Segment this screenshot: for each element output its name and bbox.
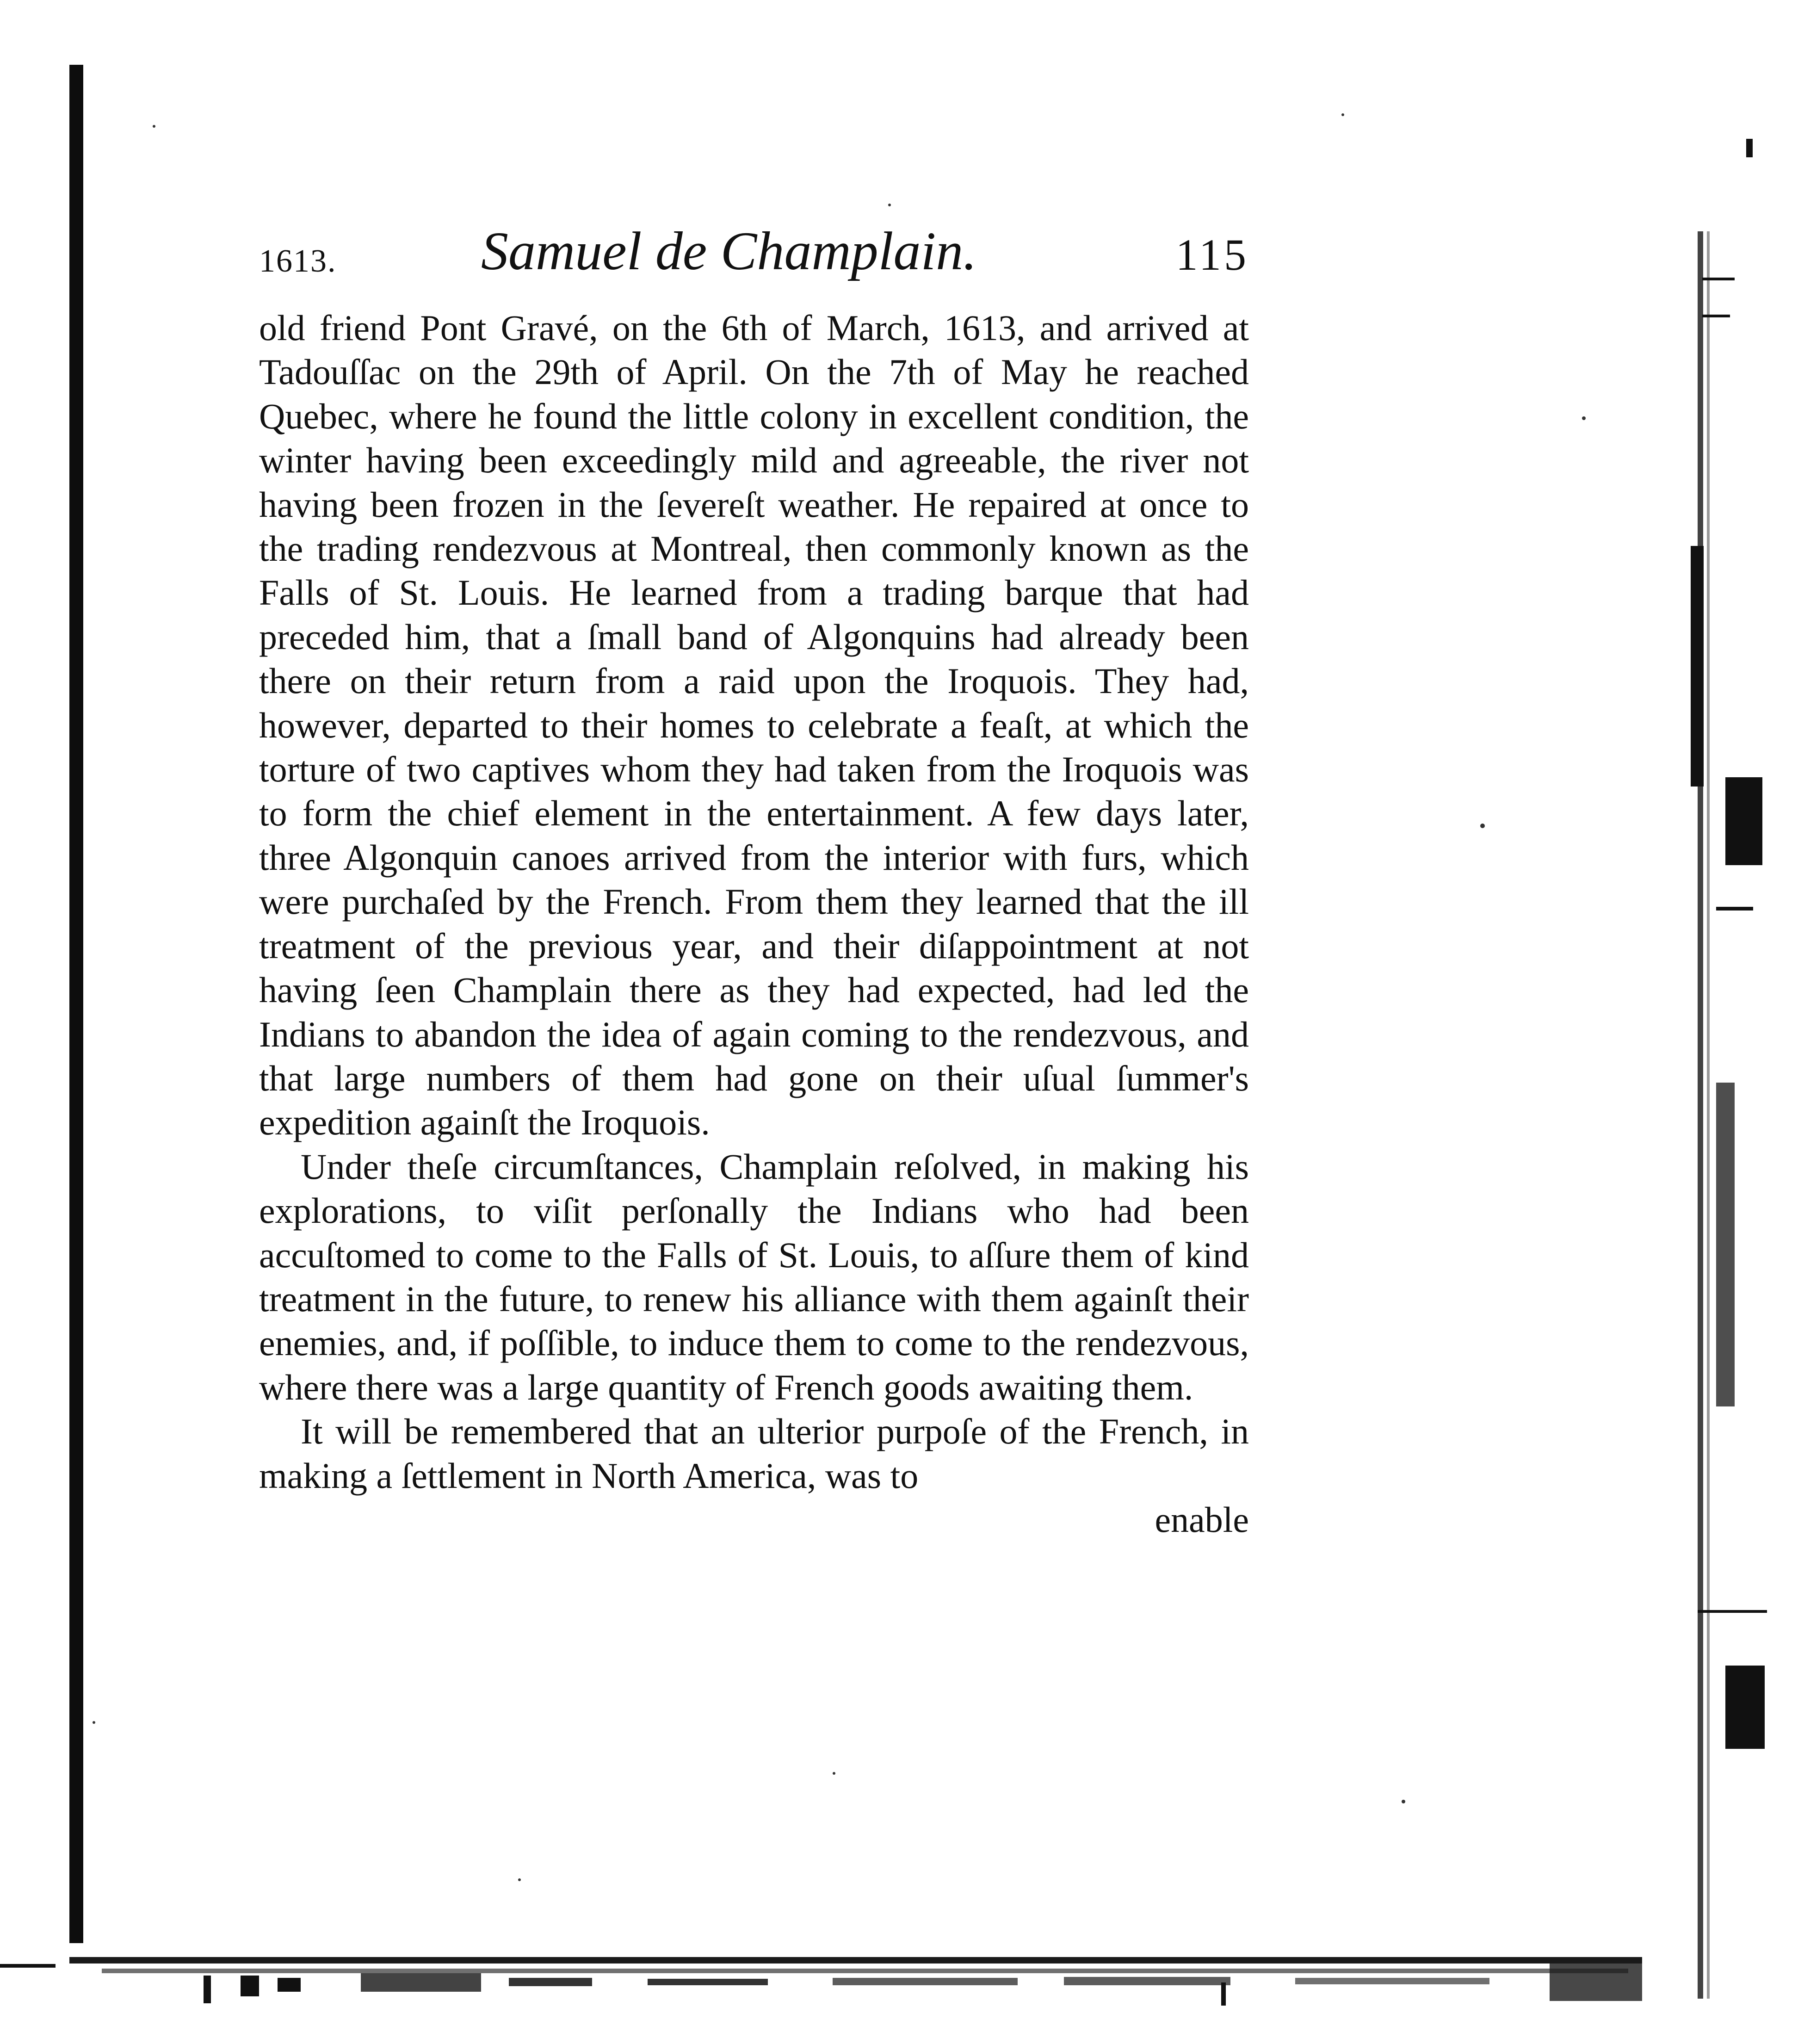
running-head: [259, 220, 1249, 298]
scan-border-left: [69, 65, 83, 1943]
speck: [833, 1772, 835, 1775]
speck: [888, 204, 891, 206]
speck: [1402, 1800, 1405, 1803]
speck: [1582, 416, 1586, 420]
paragraph: Under theſe circumſtances, Champlain reſolved, in making his explorations, to viſit perſonally the Indians who had been accuſtomed to come to the Falls of St. Louis, to aſſure them of kind treatment in the future, to renew his alliance with them againſt their enemies, and, if poſſible, to induce them to come to the rendezvous, where there was a large quantity of French goods awaiting them.: [259, 1146, 1249, 1407]
book-page: [259, 220, 1249, 1542]
speck: [1480, 824, 1485, 828]
speck: [518, 1878, 521, 1881]
speck: [153, 125, 155, 128]
speck: [93, 1721, 95, 1724]
catchword: enable: [1155, 1499, 1249, 1540]
running-head-title: Samuel de Champlain.: [481, 221, 977, 281]
scan-border-bottom: [0, 1950, 1798, 2006]
running-head-year: 1613.: [259, 243, 337, 279]
paragraph: It will be remembered that an ulterior purpoſe of the French, in making a ſettlement in North America, was to: [259, 1411, 1249, 1496]
scan-border-right: [1647, 83, 1798, 2026]
page-number: 115: [1175, 230, 1249, 279]
paragraph: old friend Pont Gravé, on the 6th of March, 1613, and arrived at Tadouſſac on the 29th of April. On the 7th of May he reached Quebec, where he found the little colony in excellent condition, the winter having been exceedingly mild and agreeable, the river not having been frozen in the ſevereſt weather. He repaired at once to the trading rendezvous at Montreal, then commonly known as the Falls of St. Louis. He learned from a trading barque that had preceded him, that a ſmall band of Algonquins had already been there on their return from a raid upon the Iroquois. They had, however, departed to their homes to celebrate a feaſt, at which the torture of two captives whom they had taken from the Iroquois was to form the chief element in the entertainment. A few days later, three Algonquin canoes arrived from the interior with furs, which were purchaſed by the French. From them they learned that the ill treatment of the previous year, and their diſappointment at not having ſeen Champlain there as they had expected, had led the Indians to abandon the idea of again coming to the rendezvous, and that large numbers of them had gone on their uſual ſummer's expedition againſt the Iroquois.: [259, 308, 1249, 1143]
speck: [1341, 113, 1344, 116]
body-text: [259, 306, 1249, 1498]
